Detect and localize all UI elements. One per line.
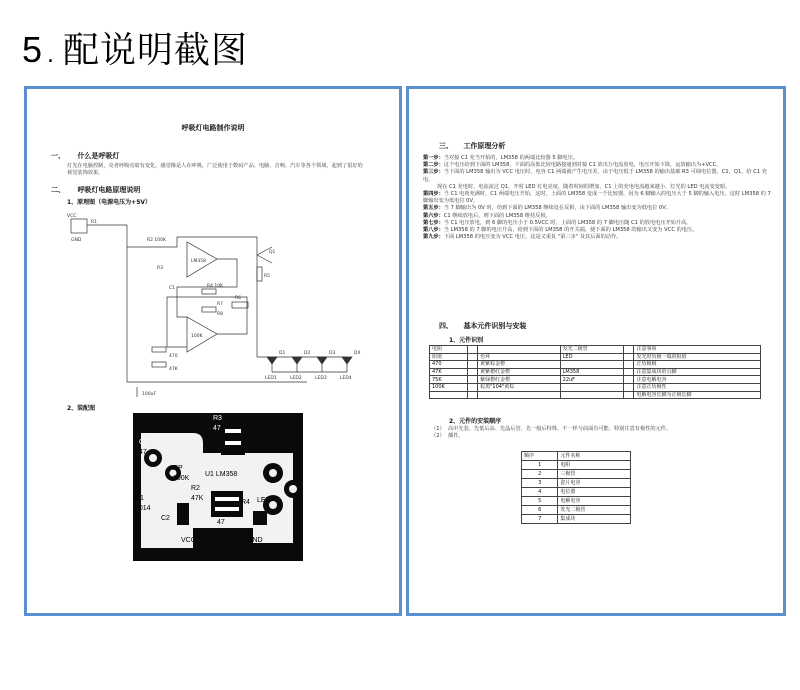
section-2-num: 二、 (51, 186, 65, 194)
order-table-cell: 7 (522, 515, 558, 524)
step-item: 第八步：当 LM358 的 7 脚的电压升高，给到下面的 LM358 的开关端，使下面的 LM358 的输出又变为 VCC 的电压。 (423, 227, 698, 234)
parts-table-cell: 注意事项 (634, 346, 761, 354)
section-4-num: 四、 (439, 322, 453, 330)
install-subheading: 2、元件的安装顺序 (449, 418, 502, 425)
document-page-right (406, 86, 786, 616)
install-step: （2） 插件。 (431, 433, 464, 440)
step-item: 现在 C1 充电时，电流流过 Q1，开时 LED 灯电亮度，随着时间的增加，C1 上的充电电流越来越小，灯光的 LED 电流变变暗。 (437, 183, 731, 190)
step-item: 第五步：当 7 脚输出为 0V 时，给到下面的 LM358 继续处在反相，由下面的 LM358 输出变为低电位 0V。 (423, 205, 671, 212)
order-table-row (522, 515, 631, 524)
order-table-cell: 电阻 (558, 461, 631, 470)
parts-table-cell: 正负极极 (634, 361, 761, 369)
pcb-label-r3-value: 47 (213, 425, 221, 432)
schematic-label-vcc: VCC (67, 214, 77, 219)
section-3-num: 三、 (439, 142, 453, 150)
resistor-r5 (257, 267, 262, 281)
parts-table-cell (467, 353, 478, 361)
pcb-drawing (133, 413, 303, 561)
pcb-label-r1-value: 47 (139, 449, 147, 456)
parts-table-body (430, 346, 761, 399)
pcb-label-d1-value: 9014 (135, 505, 151, 512)
schematic-label-r2: R2 100K (147, 238, 166, 243)
order-table-cell: 1 (522, 461, 558, 470)
parts-table-row (430, 368, 761, 376)
parts-table-cell: 黄紫棕金橙 (478, 361, 561, 369)
order-table-row (522, 506, 631, 515)
order-table-cell: 6 (522, 506, 558, 515)
schematic-label-r7: R7 (217, 302, 223, 307)
schematic-label-r1: R1 (91, 220, 97, 225)
pcb-label-vcc: VCC (181, 537, 196, 544)
section-2-heading (51, 185, 140, 195)
section-4-title: 基本元件识别与安装 (463, 322, 527, 330)
doc-title: 呼吸灯电路制作说明 (181, 124, 245, 132)
pcb-label-led: LED (257, 497, 271, 504)
parts-table-cell: 黄紫橙红金橙 (478, 368, 561, 376)
order-table-cell: 3 (522, 479, 558, 488)
order-table-row (522, 497, 631, 506)
schematic-label-r8: R8 (217, 312, 223, 317)
parts-table-cell (623, 391, 634, 399)
schematic-label-d4: D4 (354, 351, 361, 356)
order-table-cell: 瓷片电容 (558, 479, 631, 488)
parts-table-cell (467, 346, 478, 354)
steps-list (423, 155, 775, 241)
step-item: 第一步：当对接 C1 充当开始的，LM358 的两端比较器 5 脚电压。 (423, 155, 579, 161)
schematic-label-47k: 47K (169, 367, 178, 372)
section-1-heading (51, 151, 119, 161)
pcb-label-r4-value: 47 (217, 519, 225, 526)
order-table-header-cell: 顺序 (522, 452, 558, 461)
parts-table-cell: 电解电容长脚为正极长脚 (634, 391, 761, 399)
order-table-row (522, 479, 631, 488)
schematic-label-r3: R3 (157, 266, 163, 271)
parts-subheading: 1、元件识别 (449, 337, 484, 344)
pcb-assembly-image (133, 413, 303, 561)
install-step: （1） 高中先装、先低后高、先晶后管、先一般后特殊、不一样与前面有可能、特别注意有极性的元件。 (431, 426, 672, 432)
pcb-label-rp: RP (173, 465, 183, 472)
circuit-schematic (57, 207, 377, 402)
parts-table-cell: 注意正负极性 (634, 383, 761, 391)
pcb-label-r2: R2 (191, 485, 200, 492)
order-table-cell: 三极管 (558, 470, 631, 479)
schematic-label-r5: R5 (264, 274, 270, 279)
step-item: 第六步：C1 继续放电后，则下面的 LM358 维持反相。 (423, 212, 551, 219)
order-table-cell: 电位器 (558, 488, 631, 497)
parts-table-row (430, 353, 761, 361)
parts-table-cell (478, 346, 561, 354)
schematic-label-100k: 100K (191, 334, 203, 339)
parts-table-cell: 75K (430, 376, 468, 384)
pcb-label-u1: U1 LM358 (205, 471, 238, 478)
parts-table-cell: 电阻 (430, 346, 468, 354)
order-table-cell: 发光二极管 (558, 506, 631, 515)
heading-dot: . (47, 43, 56, 68)
step-item: 第七步：当 C1 电压放电，到 6 脚的电压小于 0.5VCC 时，上面的 LM358 的 7 脚电压随 C1 的放电电压开始升高。 (423, 219, 692, 226)
parts-table-cell: 棕黑"104"黄棕 (478, 383, 561, 391)
parts-table-cell (560, 361, 623, 369)
section-3-heading (439, 141, 505, 151)
order-table-cell: 5 (522, 497, 558, 506)
step-item: 第九步：下面 LM358 的电压变为 VCC 电压，这是又重复 "第三步" 及其后面的动作。 (423, 234, 622, 241)
schematic-label-r6: R6 (235, 296, 241, 301)
parts-table-row (430, 383, 761, 391)
parts-table-row (430, 361, 761, 369)
pcb-label-c1: C1 (139, 439, 148, 446)
section-1-title: 什么是呼吸灯 (77, 152, 120, 160)
order-table-row (522, 461, 631, 470)
parts-table-row (430, 346, 761, 354)
schematic-label-q1: Q1 (269, 250, 276, 255)
pcb-label-d1: D1 (135, 495, 144, 502)
assembly-subheading: 2、装配图 (67, 405, 96, 412)
pcb-label-gnd: GND (247, 537, 263, 544)
parts-table-cell (623, 368, 634, 376)
order-table-header (522, 452, 631, 461)
order-table-row (522, 488, 631, 497)
order-table (521, 451, 631, 524)
schematic-label-opamp-top: LM358 (191, 259, 206, 264)
pcb-label-r4: R4 (241, 499, 250, 506)
section-3-title: 工作原理分析 (463, 142, 506, 150)
parts-table-cell (560, 391, 623, 399)
schematic-label-d3: D3 (329, 351, 336, 356)
pcb-label-r2-value: 47K (191, 495, 204, 502)
pcb-label-c2: C2 (161, 515, 170, 522)
schematic-label-led4: LED4 (340, 376, 352, 381)
schematic-label-gnd: GND (71, 238, 82, 243)
parts-table-cell: 发光时负极一端的阻值 (634, 353, 761, 361)
page-heading (22, 22, 248, 73)
schematic-label-d2: D2 (304, 351, 311, 356)
order-table-body (522, 452, 631, 524)
parts-table-cell: 22uF (560, 376, 623, 384)
order-table-cell: 4 (522, 488, 558, 497)
section-2-title: 呼吸灯电路原理说明 (77, 186, 141, 194)
parts-table-cell: LED (560, 353, 623, 361)
schematic-label-r4: R4 10K (207, 284, 224, 289)
schematic-label-led2: LED2 (290, 376, 302, 381)
parts-table-cell (467, 361, 478, 369)
parts-table (429, 345, 761, 399)
heading-number: 5 (22, 29, 44, 70)
parts-table-cell: 紫绿橙红金橙 (478, 376, 561, 384)
schematic-label-led1: LED1 (265, 376, 277, 381)
chip-mid (211, 491, 243, 517)
schematic-label-led3: LED3 (315, 376, 327, 381)
schematic-label-470: 470 (169, 354, 178, 359)
parts-table-cell: 阻值 (430, 353, 468, 361)
install-steps (431, 426, 771, 440)
step-item: 第二步：这个电压给到下面的 LM358，下面的高低比较电路接通到对接 C1 放出万电流放电，电压开始下降，运放输出为+VCC。 (423, 162, 722, 169)
schematic-subheading: 1、原理图（电源电压为+5V） (67, 199, 152, 206)
pcb-label-r3: R3 (213, 415, 222, 422)
schematic-label-c1: C1 (169, 286, 176, 291)
parts-table-cell: 470 (430, 361, 468, 369)
parts-table-cell (623, 376, 634, 384)
section-4-heading (439, 321, 526, 331)
parts-table-cell (467, 376, 478, 384)
order-table-row (522, 470, 631, 479)
parts-table-cell (467, 391, 478, 399)
parts-table-cell: 注意集成块的引脚 (634, 368, 761, 376)
order-table-cell: 2 (522, 470, 558, 479)
parts-table-cell (467, 368, 478, 376)
parts-table-row (430, 391, 761, 399)
section-1-paragraph: 灯光在电脑控制，亮者呼吸亮暗有变化，感觉像是人在呼吸，广泛使用于数码产品、电脑、音响、汽车等各个领域，起到了很好的视觉装饰效果。 (67, 163, 363, 177)
schematic-label-100uf: 100uF (142, 392, 157, 397)
parts-table-cell: LM358 (560, 368, 623, 376)
heading-text: 配说明截图 (63, 30, 249, 71)
parts-table-cell: 100K (430, 383, 468, 391)
parts-table-cell (430, 391, 468, 399)
order-table-header-cell: 元件名称 (558, 452, 631, 461)
document-page-left (24, 86, 402, 616)
pcb-label-rp-value: 100K (173, 475, 190, 482)
schematic-label-d1: D1 (279, 351, 286, 356)
parts-table-cell (560, 383, 623, 391)
order-table-cell: 集成块 (558, 515, 631, 524)
parts-table-cell (467, 383, 478, 391)
step-item: 第四步：当 C1 电荷充满时，C1 两端电压开始，这时，上面的 LM358 变成一个比较器，因为 6 脚输入的电压大于 5 脚的输入电压，这时 LM358 的 7 脚输出变为低电位 0V。 (423, 191, 771, 205)
parts-table-cell (623, 361, 634, 369)
power-connector (71, 219, 87, 233)
order-table-cell: 电解电容 (558, 497, 631, 506)
parts-table-cell (623, 353, 634, 361)
parts-table-cell: 注意电解电容 (634, 376, 761, 384)
parts-table-cell (623, 383, 634, 391)
parts-table-cell: 发光二极管 (560, 346, 623, 354)
parts-table-cell (623, 346, 634, 354)
step-item: 第三步：当下面的 LM358 输出为 VCC 电压时，电容 C1 两端就产生电压差，由于电压低于 LM358 的输出基础 R3 可调电位器，C1、Q1、给 C1 充电。 (423, 169, 767, 183)
parts-table-cell (478, 391, 561, 399)
potentiometer (232, 302, 248, 308)
section-1-num: 一、 (51, 152, 65, 160)
parts-table-row (430, 376, 761, 384)
parts-table-cell: 色环 (478, 353, 561, 361)
parts-table-cell: 47K (430, 368, 468, 376)
